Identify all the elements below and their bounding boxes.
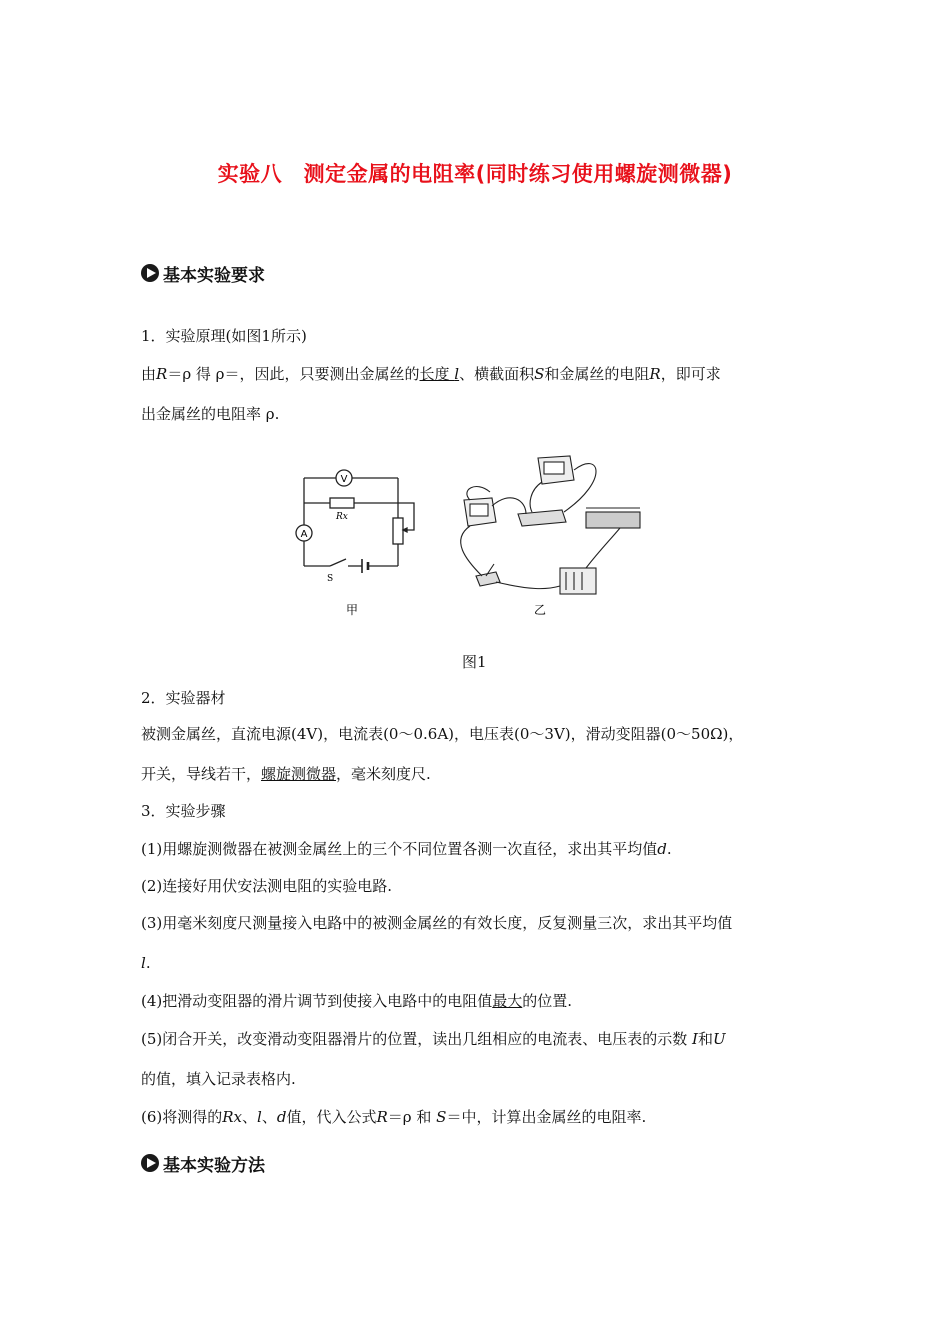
step-1 <box>141 839 672 859</box>
text: (1)用螺旋测微器在被测金属丝上的三个不同位置各测一次直径，求出其平均值 <box>141 840 658 858</box>
var-d: d <box>276 1108 287 1126</box>
text: . <box>666 840 672 858</box>
var-Rx: Rx <box>222 1108 243 1126</box>
text: . <box>145 954 151 972</box>
text: 长度 <box>419 365 450 383</box>
resistor-rx <box>330 498 354 508</box>
var-R: R <box>376 1108 388 1126</box>
var-I: I <box>692 1030 698 1048</box>
rx-label: Rx <box>336 512 348 522</box>
text: 和 <box>697 1030 713 1048</box>
var-S: S <box>436 1108 447 1126</box>
section-heading-label: 基本实验方法 <box>163 1155 265 1176</box>
step-5 <box>141 1029 726 1049</box>
text: 和金属丝的电阻 <box>544 365 650 383</box>
text: 、 <box>261 1108 277 1126</box>
step-6 <box>141 1107 646 1127</box>
figure-label-yi: 乙 <box>533 603 547 617</box>
text: 的位置. <box>522 992 573 1010</box>
section-heading-label: 基本实验要求 <box>163 265 265 286</box>
materials-heading: 2．实验器材 <box>141 689 226 707</box>
text: 、 <box>242 1108 258 1126</box>
step-4 <box>141 991 572 1011</box>
var-R: R <box>156 365 168 383</box>
figure-1-diagram <box>290 440 660 620</box>
step-5-cont: 的值，填入记录表格内. <box>141 1070 296 1088</box>
text: 、横截面积 <box>459 365 535 383</box>
text: ，毫米刻度尺. <box>336 765 431 783</box>
section-heading-basic-methods <box>141 1151 265 1175</box>
text: 开关，导线若干， <box>141 765 262 783</box>
apparatus-photo-yi <box>461 456 640 594</box>
step-2: (2)连接好用伏安法测电阻的实验电路. <box>141 877 393 895</box>
underline-max: 最大 <box>492 992 523 1010</box>
var-S: S <box>534 365 545 383</box>
switch-label: S <box>327 574 334 584</box>
play-icon <box>141 264 159 282</box>
principle-line-1 <box>141 364 721 384</box>
principle-line-2: 出金属丝的电阻率 ρ. <box>141 405 280 423</box>
steps-heading: 3．实验步骤 <box>141 802 226 820</box>
principle-heading: 1．实验原理(如图1所示) <box>141 327 307 345</box>
step-3-cont <box>141 953 151 973</box>
text: ＝中，计算出金属丝的电阻率. <box>446 1108 647 1126</box>
materials-line-2 <box>141 764 431 784</box>
text: (4)把滑动变阻器的滑片调节到使接入电路中的电阻值 <box>141 992 493 1010</box>
play-icon <box>141 1154 159 1172</box>
underline-length <box>420 365 460 383</box>
text: 值，代入公式 <box>286 1108 377 1126</box>
step-3: (3)用毫米刻度尺测量接入电路中的被测金属丝的有效长度，反复测量三次，求出其平均值 <box>141 914 733 932</box>
var-l: l <box>257 1108 262 1126</box>
figure-caption: 图1 <box>462 653 487 671</box>
materials-line-1: 被测金属丝，直流电源(4V)，电流表(0～0.6A)，电压表(0～3V)，滑动变阻器(0～50Ω)， <box>141 725 744 743</box>
figure-label-jia: 甲 <box>345 603 359 617</box>
underline-micrometer: 螺旋测微器 <box>261 765 337 783</box>
section-heading-basic-requirements <box>141 261 265 285</box>
text: (6)将测得的 <box>141 1108 223 1126</box>
page-title: 实验八 测定金属的电阻率(同时练习使用螺旋测微器) <box>217 162 733 186</box>
var-d: d <box>657 840 667 858</box>
rheostat <box>393 518 403 544</box>
text: 由 <box>141 365 157 383</box>
var-l: l <box>454 365 460 383</box>
text: ＝ρ 和 <box>387 1108 432 1126</box>
text: ＝ρ 得 ρ＝，因此，只要测出金属丝的 <box>167 365 420 383</box>
var-R: R <box>649 365 661 383</box>
var-U: U <box>713 1030 726 1048</box>
text: (5)闭合开关，改变滑动变阻器滑片的位置，读出几组相应的电流表、电压表的示数 <box>141 1030 688 1048</box>
var-l: l <box>141 954 146 972</box>
voltmeter-label: V <box>340 474 348 485</box>
ammeter-label: A <box>300 529 308 540</box>
text: ，即可求 <box>660 365 721 383</box>
circuit-diagram-jia <box>296 470 414 573</box>
